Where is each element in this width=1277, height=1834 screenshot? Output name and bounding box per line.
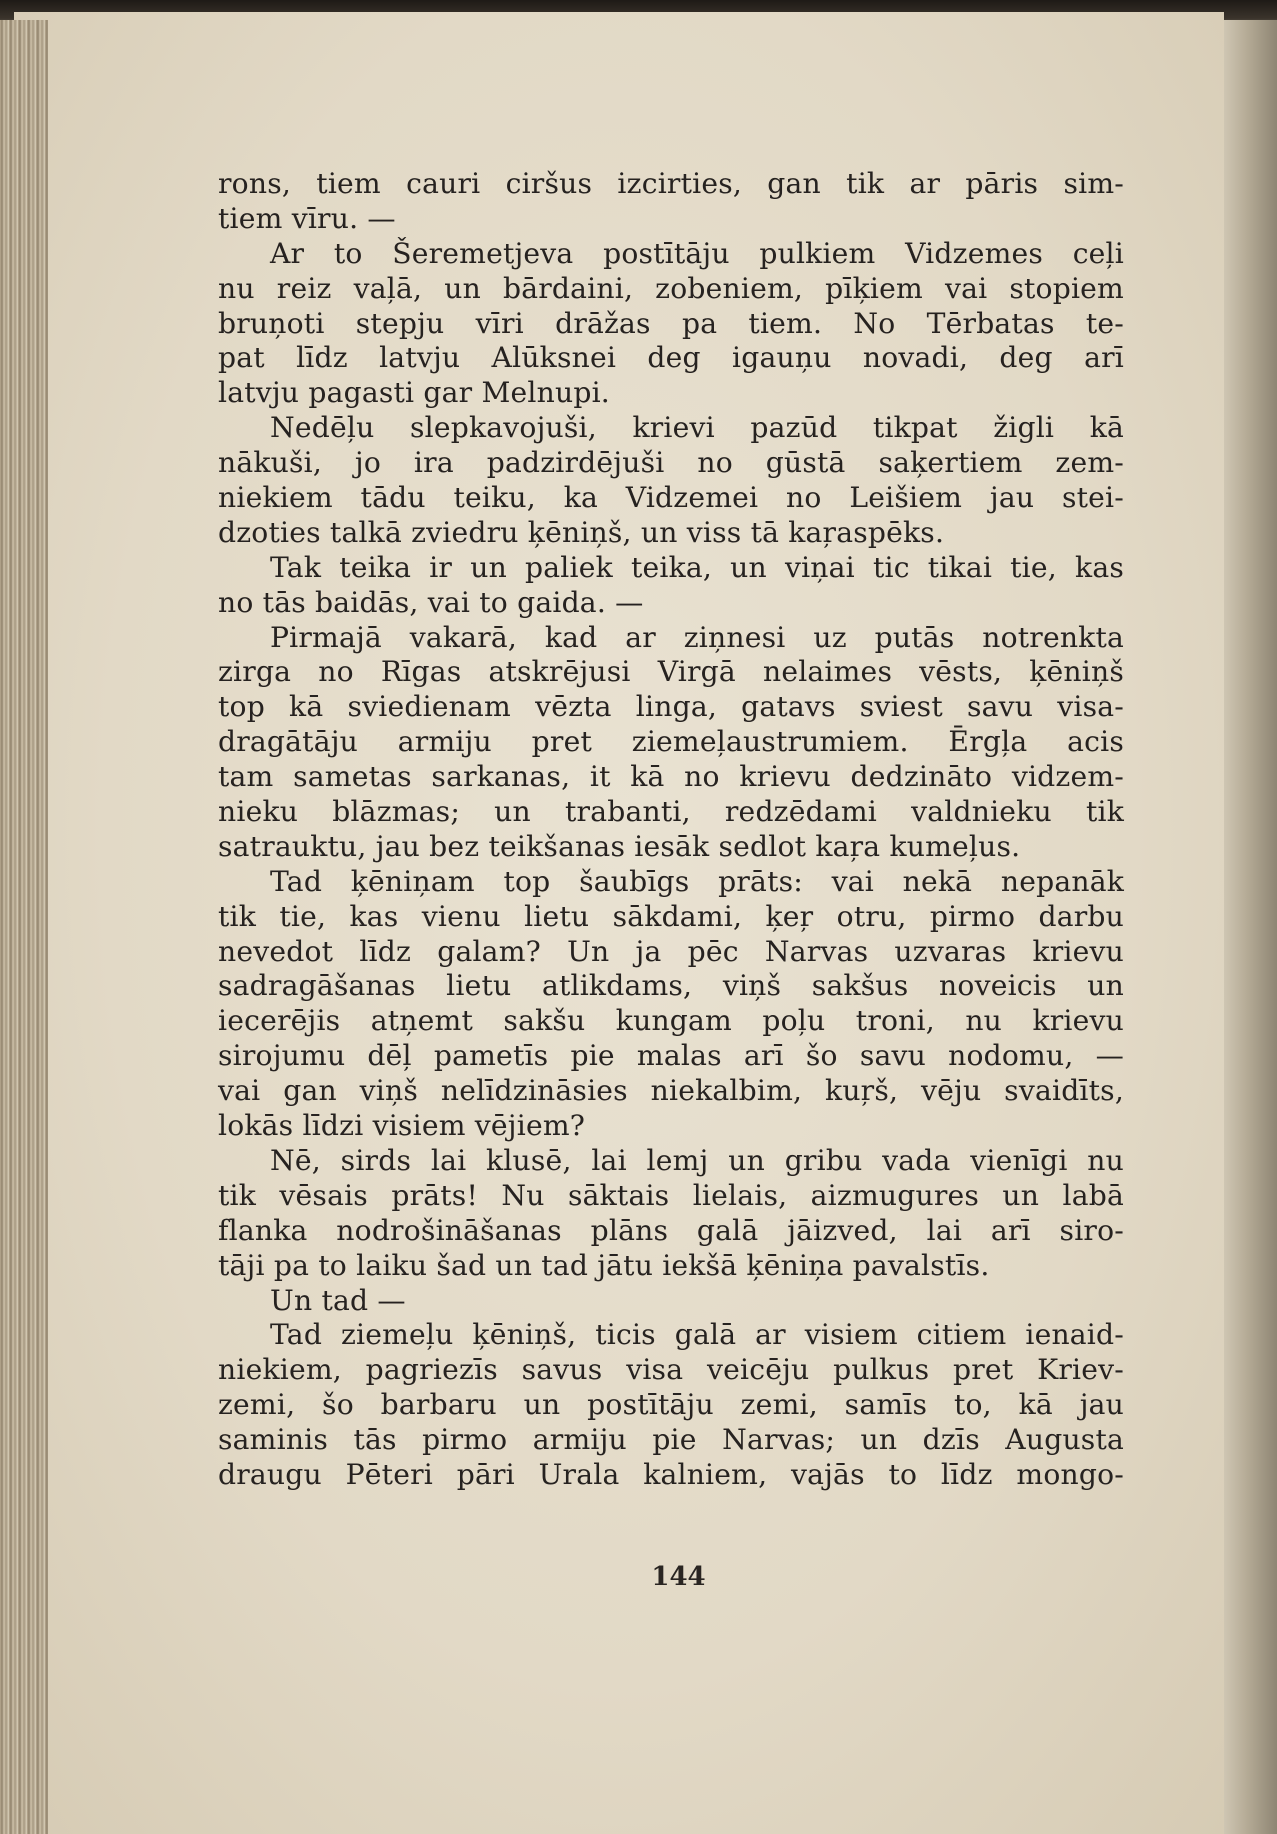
text-line: tam sametas sarkanas, it kā no krievu dedzināto vidzem-	[218, 760, 1124, 794]
text-line: Nē, sirds lai klusē, lai lemj un gribu vada vienīgi nu	[270, 1143, 1124, 1177]
text-line: tiem vīru. —	[218, 201, 396, 235]
text-line: niekiem tādu teiku, ka Vidzemei no Leišiem jau stei-	[218, 481, 1124, 515]
text-line: saminis tās pirmo armiju pie Narvas; un dzīs Augusta	[218, 1423, 1124, 1457]
text-line: Ar to Šeremetjeva postītāju pulkiem Vidzemes ceļi	[270, 236, 1124, 270]
text-line: lokās līdzi visiem vējiem?	[218, 1109, 586, 1143]
text-line: top kā sviedienam vēzta linga, gatavs sviest savu visa-	[218, 690, 1124, 724]
text-line: vai gan viņš nelīdzināsies niekalbim, kuŗš, vēju svaidīts,	[218, 1074, 1124, 1108]
text-line: zirga no Rīgas atskrējusi Virgā nelaimes vēsts, ķēniņš	[218, 655, 1124, 689]
text-line: no tās baidās, vai to gaida. —	[218, 585, 644, 619]
text-line: pat līdz latvju Alūksnei deg igauņu novadi, deg arī	[218, 341, 1124, 375]
text-line: nākuši, jo ira padzirdējuši no gūstā saķertiem zem-	[218, 446, 1124, 480]
text-line: nieku blāzmas; un trabanti, redzēdami valdnieku tik	[218, 795, 1124, 829]
text-line: draugu Pēteri pāri Urala kalniem, vajās to līdz mongo-	[218, 1457, 1124, 1491]
text-line: Nedēļu slepkavojuši, krievi pazūd tikpat žigli kā	[270, 411, 1124, 445]
text-line: tāji pa to laiku šad un tad jātu iekšā ķēniņa pavalstīs.	[218, 1248, 990, 1282]
text-line: niekiem, pagriezīs savus visa veicēju pulkus pret Kriev-	[218, 1353, 1124, 1387]
body-text	[218, 167, 1124, 1493]
text-line: bruņoti stepju vīri drāžas pa tiem. No Tērbatas te-	[218, 306, 1124, 340]
text-line: Tak teika ir un paliek teika, un viņai tic tikai tie, kas	[270, 550, 1124, 584]
text-line: latvju pagasti gar Melnupi.	[218, 376, 610, 410]
text-line: tik tie, kas vienu lietu sākdami, ķeŗ otru, pirmo darbu	[218, 899, 1124, 933]
text-line: iecerējis atņemt sakšu kungam poļu troni, nu krievu	[218, 1004, 1124, 1038]
text-line: zemi, šo barbaru un postītāju zemi, samīs to, kā jau	[218, 1388, 1124, 1422]
text-line: Tad ziemeļu ķēniņš, ticis galā ar visiem citiem ienaid-	[270, 1318, 1124, 1352]
text-line: Un tad —	[270, 1283, 406, 1317]
page-number: 144	[651, 1562, 706, 1592]
text-line: rons, tiem cauri ciršus izcirties, gan tik ar pāris sim-	[218, 167, 1124, 200]
text-line: dzoties talkā zviedru ķēniņš, un viss tā kaŗaspēks.	[218, 515, 945, 549]
text-line: sirojumu dēļ pametīs pie malas arī šo savu nodomu, —	[218, 1039, 1124, 1073]
text-line: flanka nodrošināšanas plāns galā jāizved, lai arī siro-	[218, 1213, 1124, 1247]
text-line: satrauktu, jau bez teikšanas iesāk sedlot kaŗa kumeļus.	[218, 829, 1021, 863]
text-line: nevedot līdz galam? Un ja pēc Narvas uzvaras krievu	[218, 934, 1124, 968]
text-line: Tad ķēniņam top šaubīgs prāts: vai nekā nepanāk	[270, 864, 1124, 898]
text-line: Pirmajā vakarā, kad ar ziņnesi uz putās notrenkta	[270, 620, 1124, 654]
text-line: dragātāju armiju pret ziemeļaustrumiem. Ērgļa acis	[218, 725, 1124, 759]
text-line: nu reiz vaļā, un bārdaini, zobeniem, pīķiem vai stopiem	[218, 271, 1124, 305]
text-line: sadragāšanas lietu atlikdams, viņš sakšus noveicis un	[218, 969, 1124, 1003]
text-line: tik vēsais prāts! Nu sāktais lielais, aizmugures un labā	[218, 1178, 1124, 1212]
